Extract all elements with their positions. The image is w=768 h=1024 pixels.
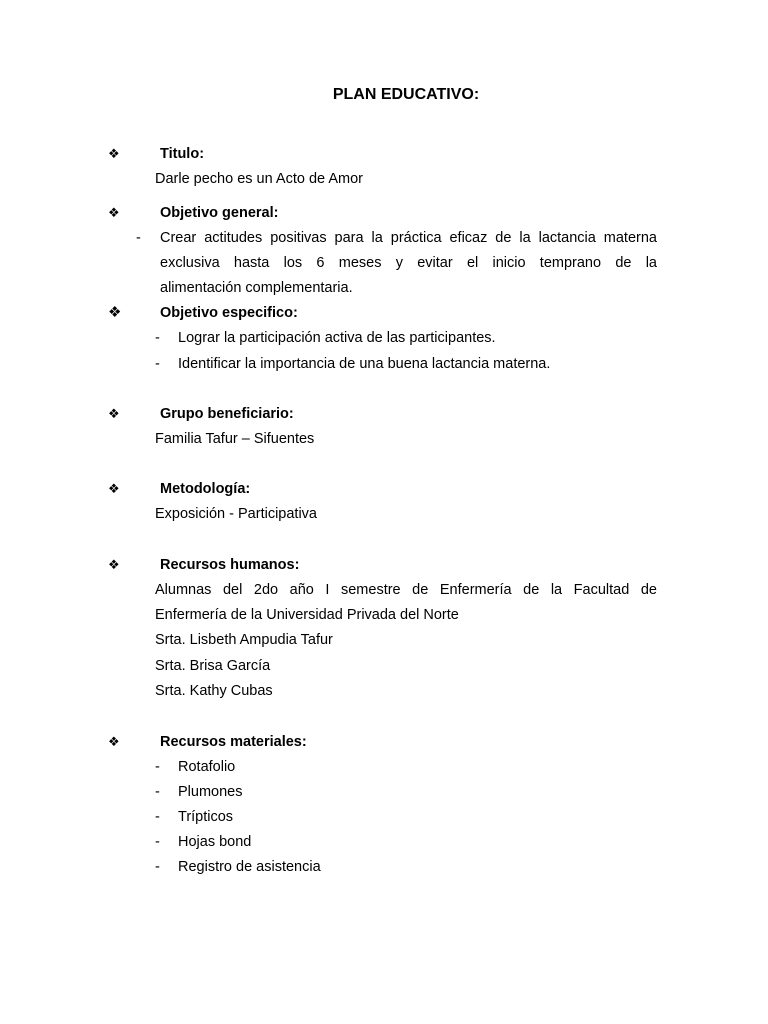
recursos-materiales-item: Registro de asistencia <box>178 859 321 875</box>
recursos-humanos-line-2: Enfermería de la Universidad Privada del Norte <box>155 607 459 623</box>
diamond-bullet-icon: ❖ <box>108 734 120 749</box>
dash-marker: - <box>155 834 160 850</box>
recursos-humanos-line-3: Srta. Lisbeth Ampudia Tafur <box>155 632 333 648</box>
diamond-bullet-icon: ❖ <box>108 406 120 421</box>
dash-marker: - <box>155 784 160 800</box>
recursos-humanos-line-4: Srta. Brisa García <box>155 658 271 674</box>
recursos-humanos-line-5: Srta. Kathy Cubas <box>155 683 273 699</box>
recursos-materiales-item: Trípticos <box>178 809 234 825</box>
dash-marker: - <box>155 356 160 372</box>
section-heading-objetivo-general: Objetivo general: <box>160 205 279 221</box>
section-heading-titulo: Titulo: <box>160 146 205 162</box>
diamond-bullet-icon: ❖ <box>108 205 120 220</box>
grupo-beneficiario-text: Familia Tafur – Sifuentes <box>155 431 315 447</box>
dash-marker: - <box>155 759 160 775</box>
dash-marker: - <box>155 330 160 346</box>
objetivo-general-line-1: Crear actitudes positivas para la práctica eficaz de la lactancia materna <box>160 230 657 246</box>
recursos-materiales-item: Rotafolio <box>178 759 236 775</box>
objetivo-especifico-item: Lograr la participación activa de las participantes. <box>178 330 496 346</box>
diamond-bullet-icon: ❖ <box>108 304 122 321</box>
recursos-materiales-item: Plumones <box>178 784 243 800</box>
objetivo-especifico-item: Identificar la importancia de una buena lactancia materna. <box>178 356 551 372</box>
dash-marker: - <box>136 230 141 246</box>
section-heading-metodologia: Metodología: <box>160 481 251 497</box>
diamond-bullet-icon: ❖ <box>108 146 120 161</box>
objetivo-general-line-3: alimentación complementaria. <box>160 280 353 296</box>
dash-marker: - <box>155 859 160 875</box>
recursos-materiales-item: Hojas bond <box>178 834 252 850</box>
titulo-text: Darle pecho es un Acto de Amor <box>155 171 363 187</box>
section-heading-recursos-humanos: Recursos humanos: <box>160 557 300 573</box>
section-heading-recursos-materiales: Recursos materiales: <box>160 734 307 750</box>
diamond-bullet-icon: ❖ <box>108 481 120 496</box>
diamond-bullet-icon: ❖ <box>108 557 120 572</box>
dash-marker: - <box>155 809 160 825</box>
objetivo-general-line-2: exclusiva hasta los 6 meses y evitar el inicio temprano de la <box>160 255 657 271</box>
page-title: PLAN EDUCATIVO: <box>332 86 480 103</box>
section-heading-objetivo-especifico: Objetivo especifico: <box>160 305 298 321</box>
section-heading-grupo-beneficiario: Grupo beneficiario: <box>160 406 294 422</box>
metodologia-text: Exposición - Participativa <box>155 506 317 522</box>
recursos-humanos-line-1: Alumnas del 2do año I semestre de Enfermería de la Facultad de <box>155 582 657 598</box>
